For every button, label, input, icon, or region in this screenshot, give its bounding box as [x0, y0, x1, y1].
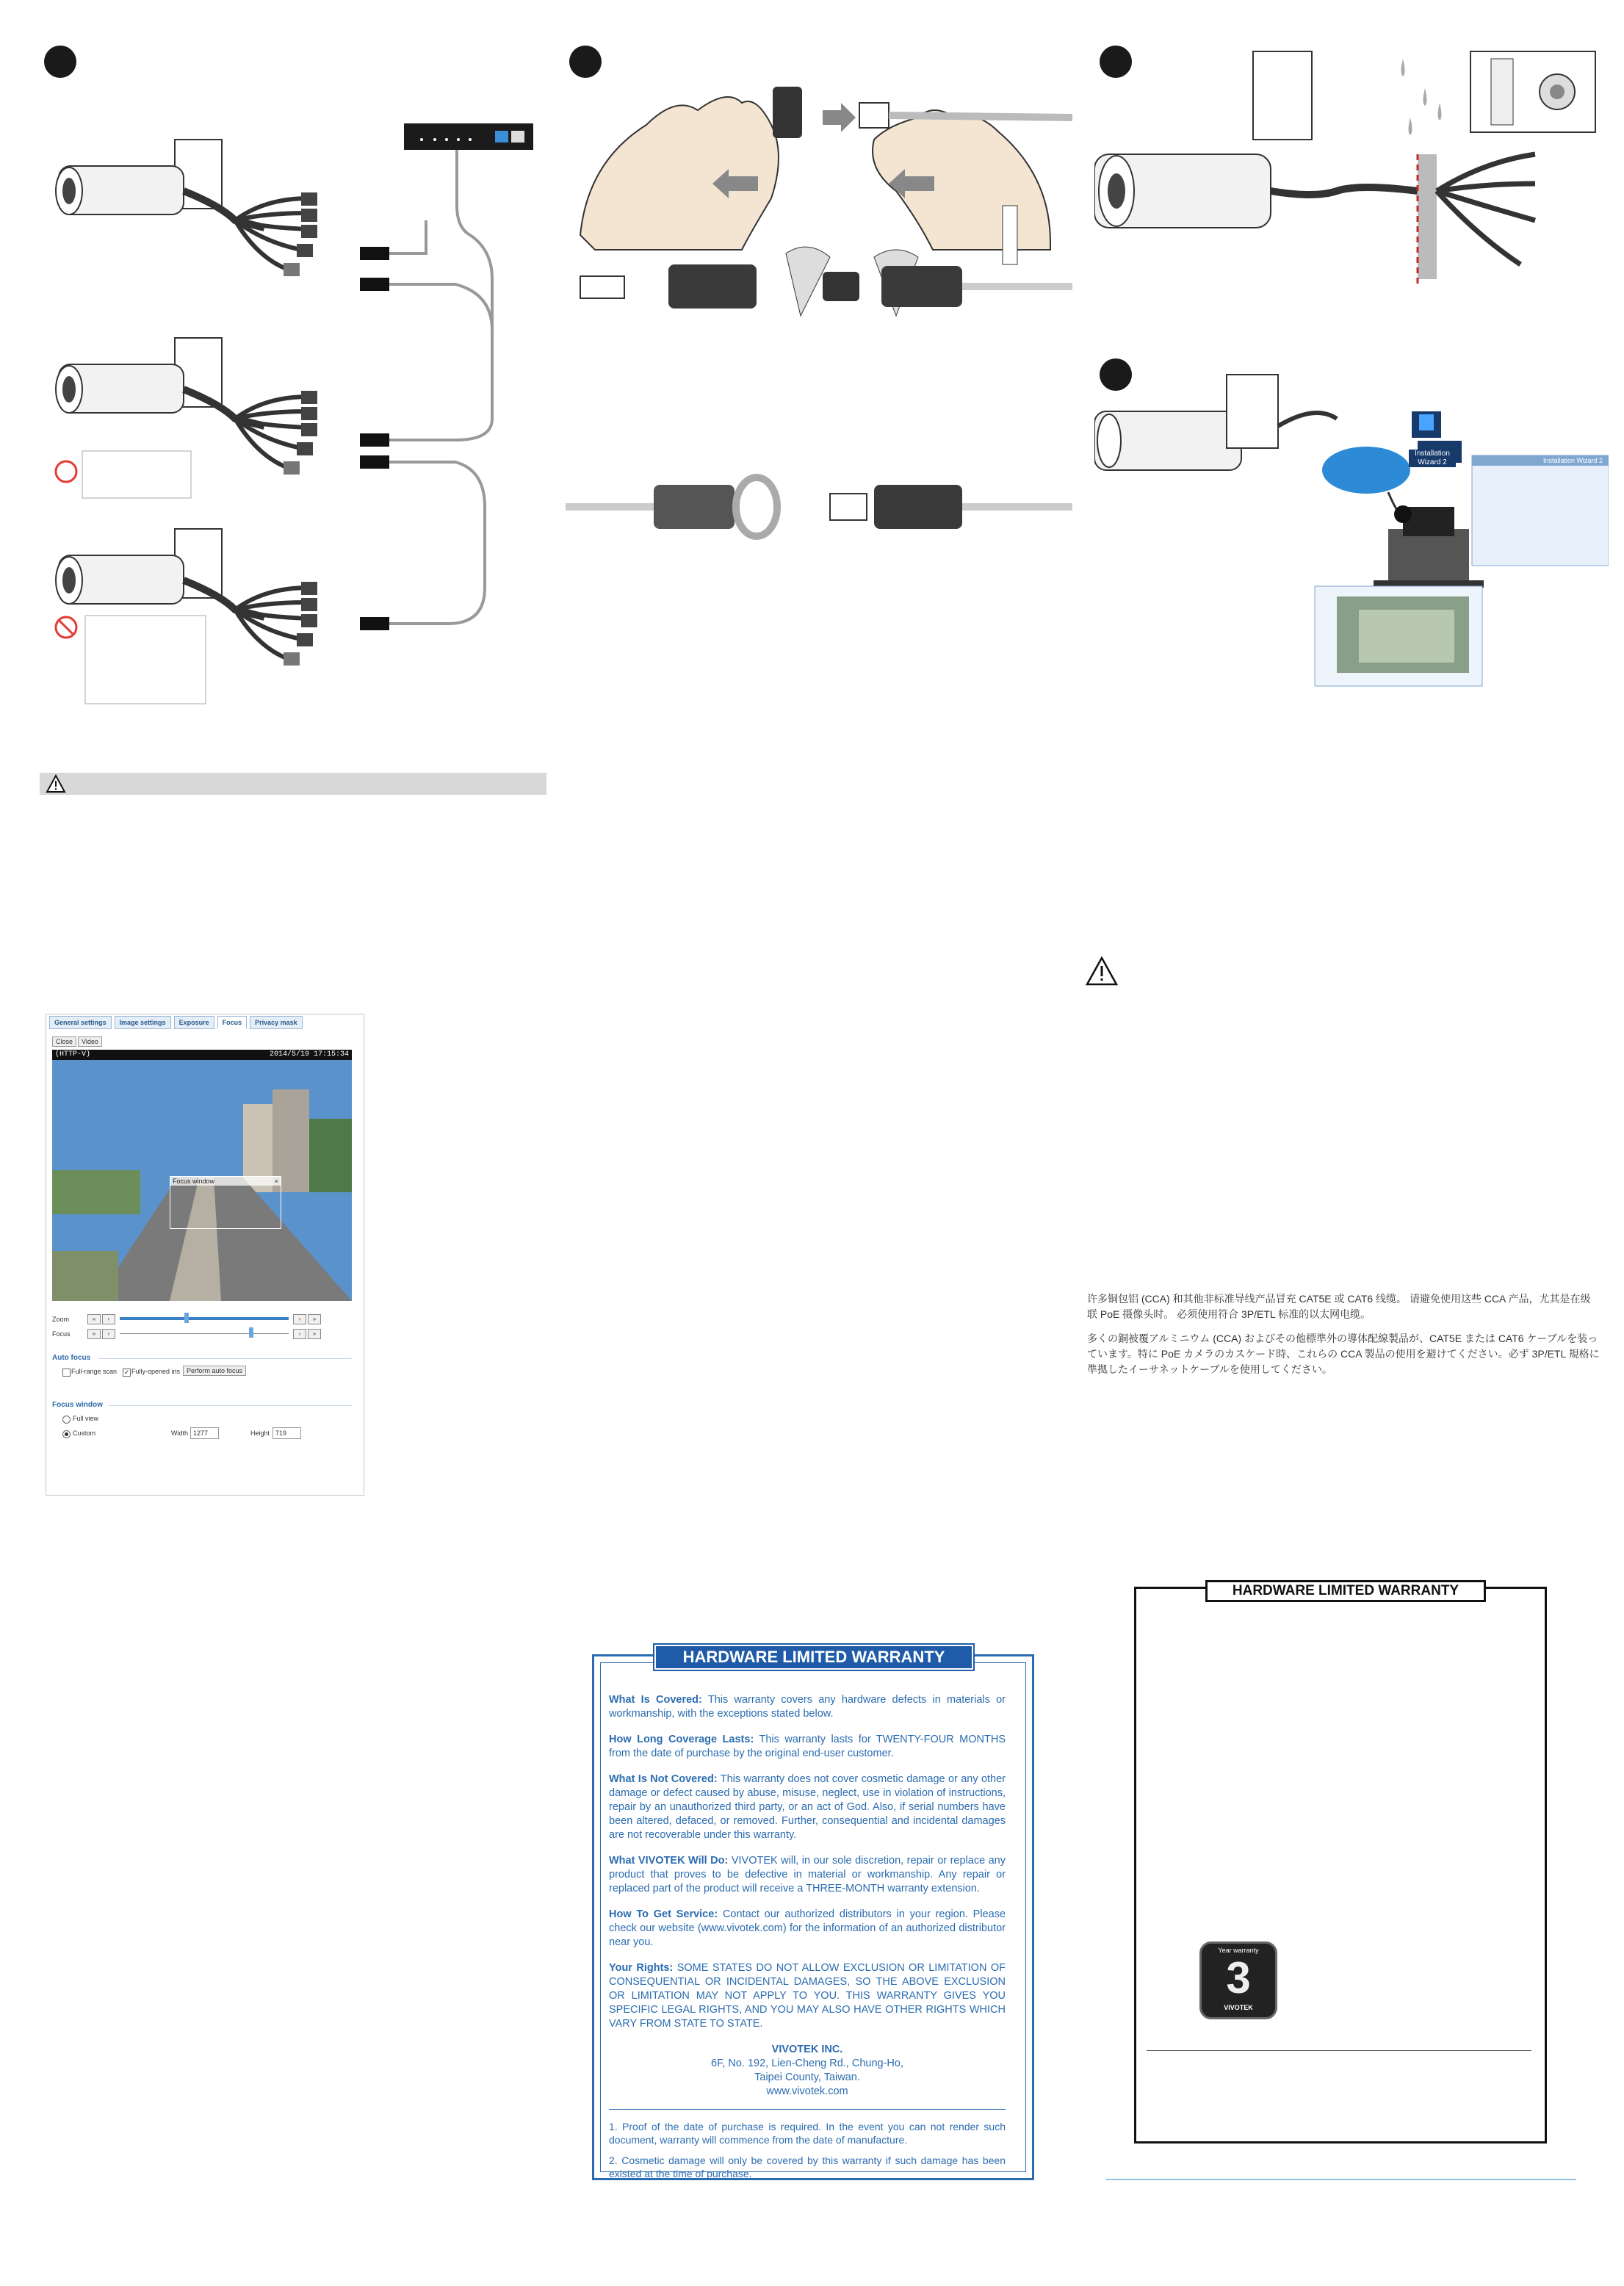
- warning-icon: [1086, 956, 1118, 986]
- focus-in-button[interactable]: ›: [293, 1329, 306, 1339]
- address-line: Taipei County, Taiwan.: [754, 2072, 860, 2083]
- height-input[interactable]: 719: [273, 1427, 301, 1439]
- zoom-in-button[interactable]: ›: [293, 1314, 306, 1324]
- zoom-slider-thumb[interactable]: [184, 1313, 189, 1323]
- auto-focus-title: Auto focus: [52, 1354, 91, 1362]
- focus-near-button[interactable]: »: [308, 1329, 321, 1339]
- tab-image-settings[interactable]: Image settings: [115, 1016, 171, 1029]
- warranty-section: How Long Coverage Lasts: This warranty lasts for TWENTY-FOUR MONTHS from the date of purchase by the original end-user customer.: [609, 1734, 1006, 1759]
- badge-brand: VIVOTEK: [1224, 2004, 1253, 2011]
- warranty-note: 2. Cosmetic damage will only be covered by this warranty if such damage has been existed at the time of purchase.: [609, 2155, 1006, 2179]
- height-label: Height: [250, 1429, 270, 1437]
- zoom-out-button[interactable]: ‹: [102, 1314, 115, 1324]
- company-website: www.vivotek.com: [766, 2085, 848, 2097]
- waterproof-illustration: [1094, 44, 1609, 294]
- stream-label: (HTTP-V): [55, 1050, 91, 1059]
- focus-slider[interactable]: [120, 1333, 289, 1334]
- step-marker-1: [44, 46, 76, 78]
- warning-icon: [46, 774, 66, 793]
- zoom-near-button[interactable]: »: [308, 1314, 321, 1324]
- tab-focus[interactable]: Focus: [217, 1016, 248, 1029]
- focus-slider-thumb[interactable]: [249, 1327, 253, 1338]
- focus-label: Focus: [52, 1330, 71, 1338]
- width-label: Width: [171, 1429, 189, 1437]
- fully-opened-iris-label: Fully-opened iris: [131, 1368, 181, 1375]
- badge-number: 3: [1226, 1953, 1251, 2002]
- warranty-section: What VIVOTEK Will Do: VIVOTEK will, in our sole discretion, repair or replace any product that proves to be defective in material or workmanship. Any repair or replaced part of the product will receive a THREE-MONTH warranty extension.: [609, 1855, 1006, 1894]
- warranty2-title: HARDWARE LIMITED WARRANTY: [1205, 1580, 1486, 1602]
- cca-notice-ja: 多くの銅被覆アルミニウム (CCA) およびその他標準外の導体配線製品が、CAT5E または CAT6 ケーブルを装っています。特に PoE カメラのカスケード時、これらの CCA 製品の使用を避けてください。必ず 3P/ETL 規格に準拠したイーサネットケーブルを使用してください。: [1087, 1333, 1600, 1375]
- poe-switch: [404, 123, 533, 150]
- video-view-button[interactable]: Video: [78, 1036, 102, 1047]
- warranty-note: 1. Proof of the date of purchase is required. In the event you can not render such document, warranty will commence from the date of manufacture.: [609, 2121, 1006, 2146]
- warranty-section: What Is Not Covered: This warranty does not cover cosmetic damage or any other damage or defect caused by abuse, misuse, neglect, use in violation of instructions, repair by an unauthorized third party, or an act of God. Also, if serial numbers have been altered, defaced, or removed. Further, consequential and incidental damages are not recoverable under this warranty.: [609, 1773, 1006, 1841]
- wizard-window-title: Installation Wizard 2: [1542, 457, 1603, 464]
- focus-window-title: Focus window: [52, 1401, 103, 1409]
- full-view-radio[interactable]: [62, 1416, 71, 1424]
- bottom-rule: [1106, 2179, 1576, 2180]
- cca-notice-zh: 许多铜包铝 (CCA) 和其他非标准导线产品冒充 CAT5E 或 CAT6 线缆。 请避免使用这些 CCA 产品，尤其是在级联 PoE 摄像头时。 必须使用符合 3P/ETL 标准的以太网电缆。: [1087, 1293, 1591, 1320]
- settings-tabs: [49, 1016, 303, 1029]
- close-view-button[interactable]: Close: [52, 1036, 76, 1047]
- full-range-scan-label: Full-range scan: [71, 1368, 118, 1375]
- network-setup-illustration: [1094, 360, 1609, 698]
- warranty-card-blank: [1134, 1583, 1547, 2143]
- wizard-icon-label: Installation Wizard 2: [1409, 450, 1456, 467]
- custom-label: Custom: [73, 1429, 96, 1437]
- warranty-card: [592, 1648, 1034, 2180]
- focus-far-button[interactable]: «: [87, 1329, 101, 1339]
- tab-general-settings[interactable]: General settings: [49, 1016, 112, 1029]
- zoom-label: Zoom: [52, 1316, 70, 1323]
- company-address: [609, 2043, 1006, 2099]
- width-input[interactable]: 1277: [190, 1427, 219, 1439]
- tab-privacy-mask[interactable]: Privacy mask: [250, 1016, 303, 1029]
- company-name: VIVOTEK INC.: [771, 2044, 843, 2055]
- video-status-bar: [52, 1050, 352, 1060]
- fully-opened-iris-checkbox[interactable]: ✓: [123, 1369, 130, 1376]
- zoom-slider[interactable]: [120, 1317, 289, 1320]
- cascade-wiring-illustration: [44, 110, 558, 713]
- tab-exposure[interactable]: Exposure: [174, 1016, 214, 1029]
- focus-settings-panel: [46, 1014, 364, 1496]
- warranty-body: [609, 1693, 1006, 2188]
- custom-radio[interactable]: [62, 1430, 71, 1438]
- video-timestamp: 2014/5/19 17:15:34: [269, 1050, 349, 1059]
- close-icon[interactable]: ×: [274, 1178, 278, 1185]
- zoom-far-button[interactable]: «: [87, 1314, 101, 1324]
- focus-out-button[interactable]: ‹: [102, 1329, 115, 1339]
- perform-auto-focus-button[interactable]: Perform auto focus: [183, 1366, 246, 1376]
- connector-assembly-illustration: [566, 44, 1072, 573]
- warranty-section: Your Rights: SOME STATES DO NOT ALLOW EXCLUSION OR LIMITATION OF CONSEQUENTIAL OR INCIDENTAL DAMAGES, SO THE ABOVE EXCLUSION OR LIMITATION MAY NOT APPLY TO YOU. THIS WARRANTY GIVES YOU SPECIFIC LEGAL RIGHTS, AND YOU MAY ALSO HAVE OTHER RIGHTS WHICH VARY FROM STATE TO STATE.: [609, 1962, 1006, 2030]
- warranty-badge: [1199, 1941, 1277, 2019]
- focus-window-label: Focus window: [173, 1178, 215, 1185]
- warranty-title: HARDWARE LIMITED WARRANTY: [654, 1645, 973, 1670]
- warranty-section: What Is Covered: This warranty covers any hardware defects in materials or workmanship, with the exceptions stated below.: [609, 1694, 1006, 1720]
- focus-window-box[interactable]: [170, 1176, 281, 1229]
- full-view-label: Full view: [73, 1415, 99, 1422]
- badge-top-text: Year warranty: [1218, 1947, 1259, 1954]
- live-video: [52, 1060, 352, 1301]
- full-range-scan-checkbox[interactable]: [62, 1369, 71, 1377]
- warranty-section: How To Get Service: Contact our authorized distributors in your region. Please check our website (www.vivotek.com) for the information of an authorized distributor near you.: [609, 1908, 1006, 1948]
- address-line: 6F, No. 192, Lien-Cheng Rd., Chung-Ho,: [711, 2058, 903, 2069]
- warning-bar: [40, 773, 546, 795]
